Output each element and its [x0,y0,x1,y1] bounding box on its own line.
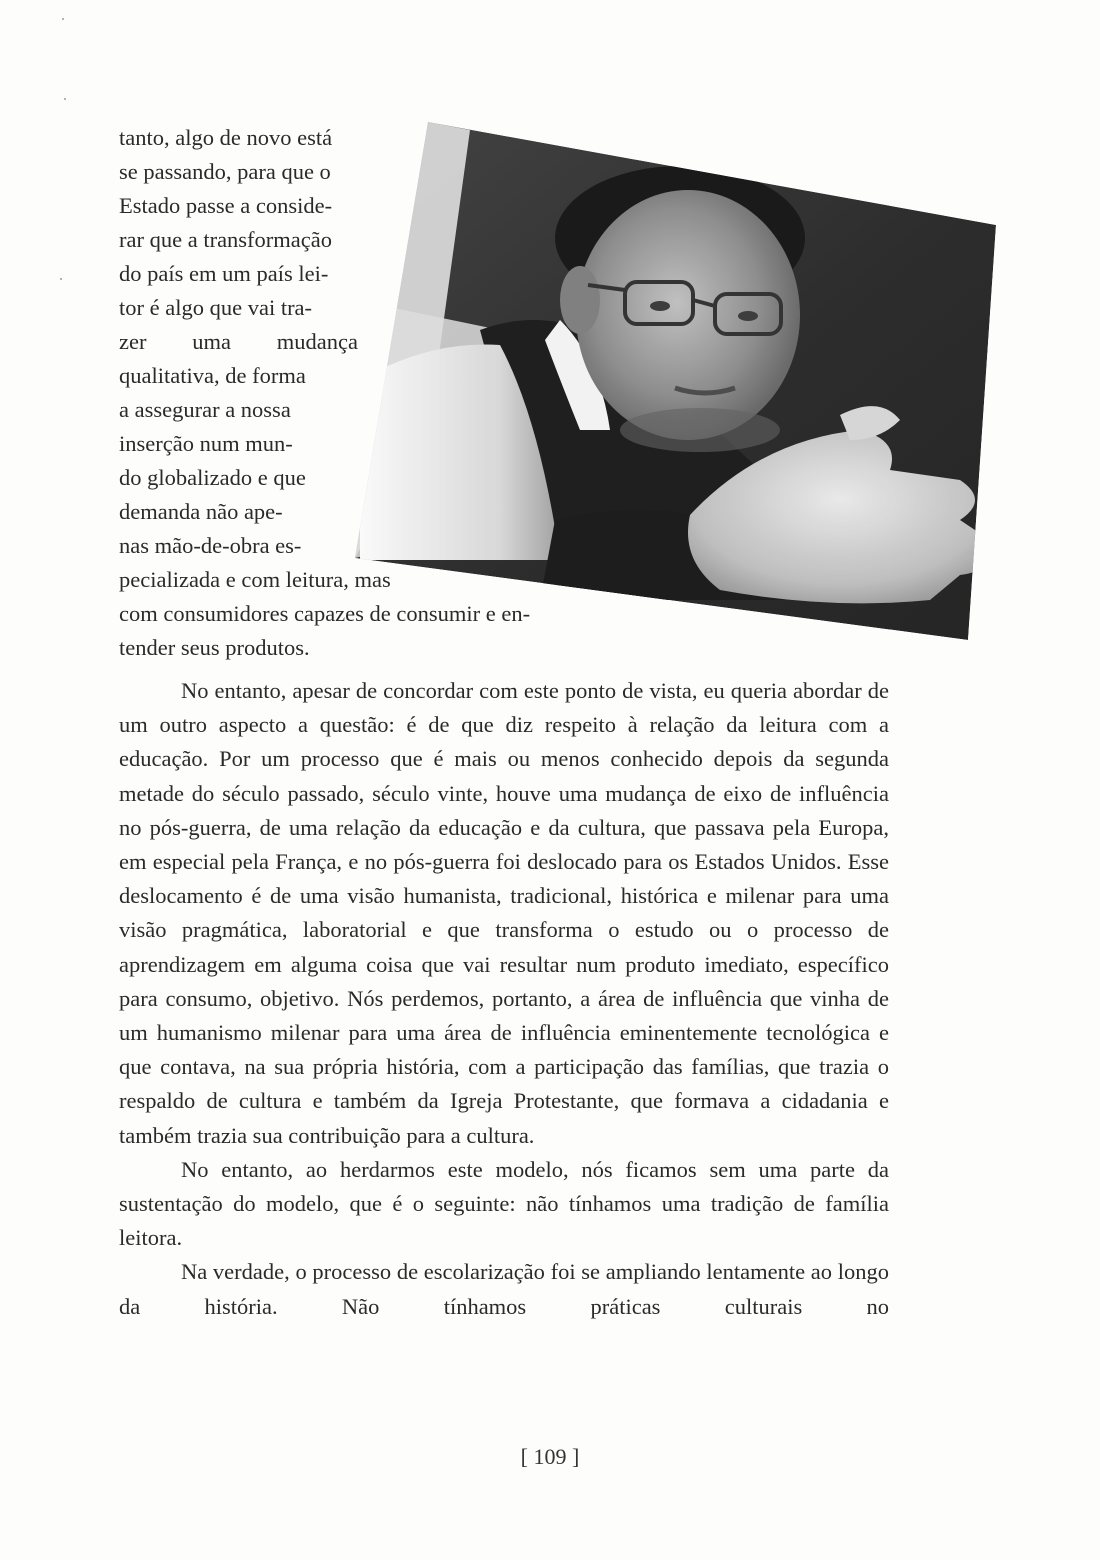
wrapped-line: tender seus produtos. [119,635,310,660]
wrapped-line: Estado passe a conside- [119,193,333,218]
wrapped-line: tor é algo que vai tra- [119,295,313,320]
paragraph: No entanto, apesar de concordar com este ponto de vista, eu queria abordar de um outro aspecto a questão: é de que diz respeito à relação da leitura com a educação. Por um processo que é mais ou menos conhecido depois da segunda metade do século passado, século vinte, houve uma mudança de eixo de influência no pós-guerra, de uma relação da educação e da cultura, que passava pela Europa, em especial pela França, e no pós-guerra foi deslocado para os Estados Unidos. Esse deslocamento é de uma visão humanista, tradicional, histórica e milenar para uma visão pragmática, laboratorial e que transforma o estudo ou o processo de aprendizagem em alguma coisa que vai resultar num produto imediato, específico para consumo, objetivo. Nós perdemos, portanto, a área de influência que vinha de um humanismo milenar para uma área de influência eminentemente tecnológica e que contava, na sua própria história, com a participação das famílias, que trazia o respaldo de cultura e também da Igreja Protestante, que formava a cidadania e também trazia sua contribuição para a cultura. [119,678,889,1148]
wrapped-line: nas mão-de-obra es- [119,533,302,558]
wrapped-line: rar que a transformação [119,227,333,252]
wrapped-line: tanto, algo de novo está [119,125,333,150]
wrapped-line: se passando, para que o [119,159,331,184]
page-number: [ 109 ] [520,1444,580,1469]
wrapped-line: do país em um país lei- [119,261,329,286]
wrapped-line: do globalizado e que [119,465,306,490]
wrapped-line: pecializada e com leitura, mas [119,567,391,592]
wrapped-line: inserção num mun- [119,431,293,456]
body-text [119,674,889,1324]
wrapped-line: a assegurar a nossa [119,397,291,422]
wrapped-line: qualitativa, de forma [119,363,306,388]
wrapped-line: com consumidores capazes de consumir e en- [119,601,531,626]
paragraph: Na verdade, o processo de escolarização foi se ampliando lentamente ao longo da história. Não tínhamos práticas culturais no [119,1259,889,1319]
wrapped-line: demanda não ape- [119,499,283,524]
wrapped-line: zer uma mudança [119,329,358,354]
paragraph: No entanto, ao herdarmos este modelo, nós ficamos sem uma parte da sustentação do modelo, que é o seguinte: não tínhamos uma tradição de família leitora. [119,1156,889,1251]
